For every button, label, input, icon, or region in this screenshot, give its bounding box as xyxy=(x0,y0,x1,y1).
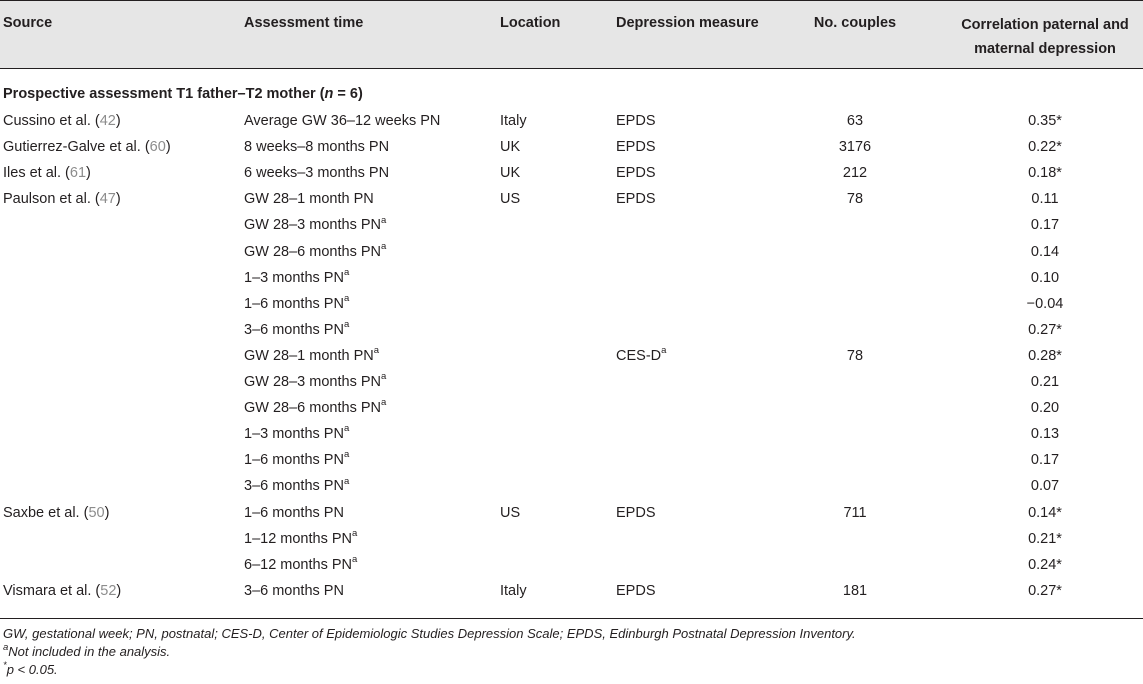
source-cell xyxy=(3,189,121,209)
source-text: Saxbe et al. ( xyxy=(3,504,89,521)
footnote-p xyxy=(3,661,58,679)
assessment-time-cell xyxy=(244,189,374,209)
correlation-cell: 0.17 xyxy=(1030,452,1060,469)
depression-measure-cell xyxy=(616,503,656,523)
correlation-cell: 0.28* xyxy=(1028,347,1062,364)
table-row xyxy=(0,320,1143,346)
reference-link[interactable]: 60 xyxy=(149,139,166,156)
assessment-time-text: 1–6 months PN xyxy=(244,452,344,469)
assessment-time-sup: a xyxy=(343,318,350,330)
correlation-cell: 0.20 xyxy=(1030,400,1060,417)
bottom-rule xyxy=(0,618,1143,619)
couples-cell: 711 xyxy=(843,504,867,521)
correlation-cell: 0.21 xyxy=(1030,374,1060,390)
assessment-time-sup: a xyxy=(343,292,350,304)
table-row xyxy=(0,581,1143,607)
location-cell: US xyxy=(500,504,521,521)
assessment-time-cell xyxy=(244,398,386,418)
header-depression-measure: Depression measure xyxy=(616,15,759,31)
assessment-time-sup: a xyxy=(343,449,350,461)
footnote-p-text: p < 0.05. xyxy=(6,662,58,677)
assessment-time-cell xyxy=(244,372,386,392)
assessment-time-cell xyxy=(244,242,386,262)
correlation-cell: 0.24* xyxy=(1028,556,1062,573)
source-end: ) xyxy=(116,582,122,599)
source-end: ) xyxy=(115,113,121,129)
location-cell: US xyxy=(500,191,521,208)
section-heading xyxy=(3,86,363,102)
source-end: ) xyxy=(165,139,171,156)
header-rule xyxy=(0,68,1143,69)
depression-measure-cell xyxy=(616,346,666,366)
assessment-time-cell xyxy=(244,111,440,131)
source-text: Vismara et al. ( xyxy=(3,582,101,599)
table-row xyxy=(0,372,1143,398)
table-row xyxy=(0,111,1143,137)
assessment-time-cell xyxy=(244,450,349,470)
correlation-cell: 0.10 xyxy=(1030,269,1060,286)
reference-link[interactable]: 47 xyxy=(99,191,116,208)
couples-cell: 63 xyxy=(846,113,864,129)
source-text: Paulson et al. ( xyxy=(3,191,100,208)
assessment-time-text: Average GW 36–12 weeks PN xyxy=(244,113,441,129)
assessment-time-text: GW 28–1 month PN xyxy=(244,347,374,364)
assessment-time-cell xyxy=(244,137,389,157)
table-row xyxy=(0,450,1143,476)
table-row xyxy=(0,398,1143,424)
assessment-time-cell xyxy=(244,503,344,523)
header-correlation-line1: Correlation paternal and xyxy=(961,17,1129,33)
correlation-cell: 0.11 xyxy=(1031,191,1059,208)
correlation-cell: −0.04 xyxy=(1026,295,1064,312)
assessment-time-sup: a xyxy=(343,475,350,487)
assessment-time-text: 3–6 months PN xyxy=(244,478,344,495)
table-row xyxy=(0,215,1143,241)
couples-cell: 78 xyxy=(846,191,864,208)
header-assessment-time: Assessment time xyxy=(244,15,364,31)
assessment-time-cell xyxy=(244,163,389,183)
assessment-time-sup: a xyxy=(373,345,380,357)
assessment-time-text: 1–3 months PN xyxy=(244,269,344,286)
location-cell: UK xyxy=(500,139,521,156)
depression-measure-text: EPDS xyxy=(616,113,656,129)
footnote-p-mark: * xyxy=(3,659,7,671)
depression-measure-cell xyxy=(616,111,656,131)
depression-measure-text: EPDS xyxy=(616,504,656,521)
depression-measure-cell xyxy=(616,189,656,209)
section-suffix: = 6) xyxy=(333,86,363,102)
correlation-cell: 0.21* xyxy=(1028,530,1062,547)
assessment-time-sup: a xyxy=(352,553,358,565)
footnote-a xyxy=(3,643,170,661)
assessment-time-sup: a xyxy=(381,240,387,252)
assessment-time-text: 1–12 months PN xyxy=(244,530,353,547)
table-row xyxy=(0,555,1143,581)
source-cell xyxy=(3,581,121,601)
table-row xyxy=(0,137,1143,163)
source-text: Iles et al. ( xyxy=(3,165,70,182)
correlation-cell: 0.17 xyxy=(1030,217,1060,234)
depression-measure-text: EPDS xyxy=(616,139,656,156)
reference-link[interactable]: 50 xyxy=(88,504,105,521)
depression-measure-text: EPDS xyxy=(616,191,656,208)
depression-measure-cell xyxy=(616,581,656,601)
table-row xyxy=(0,163,1143,189)
table-row xyxy=(0,346,1143,372)
correlation-cell: 0.07 xyxy=(1030,478,1060,495)
header-location: Location xyxy=(500,15,561,31)
top-rule xyxy=(0,0,1143,1)
assessment-time-cell xyxy=(244,268,349,288)
assessment-time-text: GW 28–1 month PN xyxy=(244,191,374,208)
assessment-time-sup: a xyxy=(352,527,358,539)
depression-measure-sup: a xyxy=(661,345,667,357)
assessment-time-text: 6–12 months PN xyxy=(244,556,353,573)
couples-cell: 181 xyxy=(842,582,868,599)
correlation-cell: 0.27* xyxy=(1028,582,1062,599)
couples-cell: 212 xyxy=(842,165,868,182)
correlation-cell: 0.14* xyxy=(1028,504,1062,521)
source-end: ) xyxy=(115,191,121,208)
table-row xyxy=(0,503,1143,529)
assessment-time-text: GW 28–6 months PN xyxy=(244,400,381,417)
assessment-time-text: 6 weeks–3 months PN xyxy=(244,165,390,182)
assessment-time-text: 8 weeks–8 months PN xyxy=(244,139,390,156)
assessment-time-cell xyxy=(244,476,349,496)
header-correlation-line2: maternal depression xyxy=(974,41,1116,57)
assessment-time-cell xyxy=(244,215,386,235)
couples-cell: 78 xyxy=(846,347,864,364)
table-row xyxy=(0,529,1143,555)
source-cell xyxy=(3,503,109,523)
header-correlation xyxy=(950,13,1140,61)
table-row xyxy=(0,476,1143,502)
depression-measure-text: EPDS xyxy=(616,582,656,599)
assessment-time-cell xyxy=(244,346,379,366)
correlation-cell: 0.14 xyxy=(1030,243,1060,260)
source-cell xyxy=(3,137,171,157)
table-row xyxy=(0,189,1143,215)
table-row xyxy=(0,294,1143,320)
source-end: ) xyxy=(86,165,91,182)
depression-measure-text: EPDS xyxy=(616,165,656,182)
location-cell: Italy xyxy=(500,582,527,599)
assessment-time-sup: a xyxy=(343,266,350,278)
depression-measure-cell xyxy=(616,163,656,183)
table-row xyxy=(0,242,1143,268)
assessment-time-text: GW 28–3 months PN xyxy=(244,217,381,234)
source-text: Gutierrez-Galve et al. ( xyxy=(3,139,150,156)
source-text: Cussino et al. ( xyxy=(3,113,100,129)
header-no-couples: No. couples xyxy=(813,15,897,31)
source-end: ) xyxy=(104,504,110,521)
reference-link[interactable]: 42 xyxy=(99,113,116,129)
assessment-time-sup: a xyxy=(381,371,387,383)
footnote-a-text: Not included in the analysis. xyxy=(8,644,171,659)
assessment-time-cell xyxy=(244,581,344,601)
table-row xyxy=(0,424,1143,450)
assessment-time-text: GW 28–3 months PN xyxy=(244,374,381,390)
assessment-time-cell xyxy=(244,294,349,314)
assessment-time-text: 3–6 months PN xyxy=(244,321,344,338)
assessment-time-cell xyxy=(244,424,349,444)
section-n: n xyxy=(324,86,334,102)
assessment-time-text: 3–6 months PN xyxy=(244,582,344,599)
assessment-time-sup: a xyxy=(381,214,387,226)
correlation-cell: 0.27* xyxy=(1028,321,1062,338)
depression-measure-text: CES-D xyxy=(616,347,662,364)
correlation-cell: 0.13 xyxy=(1030,426,1060,443)
source-cell xyxy=(3,163,91,183)
correlation-cell: 0.18* xyxy=(1028,165,1062,182)
assessment-time-text: 1–6 months PN xyxy=(244,295,344,312)
correlation-cell: 0.35* xyxy=(1028,113,1062,129)
reference-link[interactable]: 52 xyxy=(100,582,117,599)
depression-measure-cell xyxy=(616,137,656,157)
assessment-time-cell xyxy=(244,320,349,340)
assessment-time-text: GW 28–6 months PN xyxy=(244,243,381,260)
assessment-time-text: 1–6 months PN xyxy=(244,504,344,521)
location-cell: UK xyxy=(500,165,521,182)
assessment-time-sup: a xyxy=(381,397,387,409)
couples-cell: 3176 xyxy=(838,139,872,156)
source-cell xyxy=(3,111,121,131)
footnote-a-mark: a xyxy=(3,641,9,653)
assessment-time-sup: a xyxy=(343,423,350,435)
footnote-abbreviations: GW, gestational week; PN, postnatal; CES-D, Center of Epidemiologic Studies Depression Scale; EPDS, Edinburgh Postnatal Depression Inventory. xyxy=(3,626,856,641)
section-prefix: Prospective assessment T1 father–T2 mother ( xyxy=(3,86,325,102)
table-row xyxy=(0,268,1143,294)
assessment-time-cell xyxy=(244,555,357,575)
correlation-cell: 0.22* xyxy=(1028,139,1062,156)
location-cell: Italy xyxy=(500,113,527,129)
header-source: Source xyxy=(3,15,53,31)
assessment-time-cell xyxy=(244,529,357,549)
reference-link[interactable]: 61 xyxy=(69,165,87,182)
assessment-time-text: 1–3 months PN xyxy=(244,426,344,443)
